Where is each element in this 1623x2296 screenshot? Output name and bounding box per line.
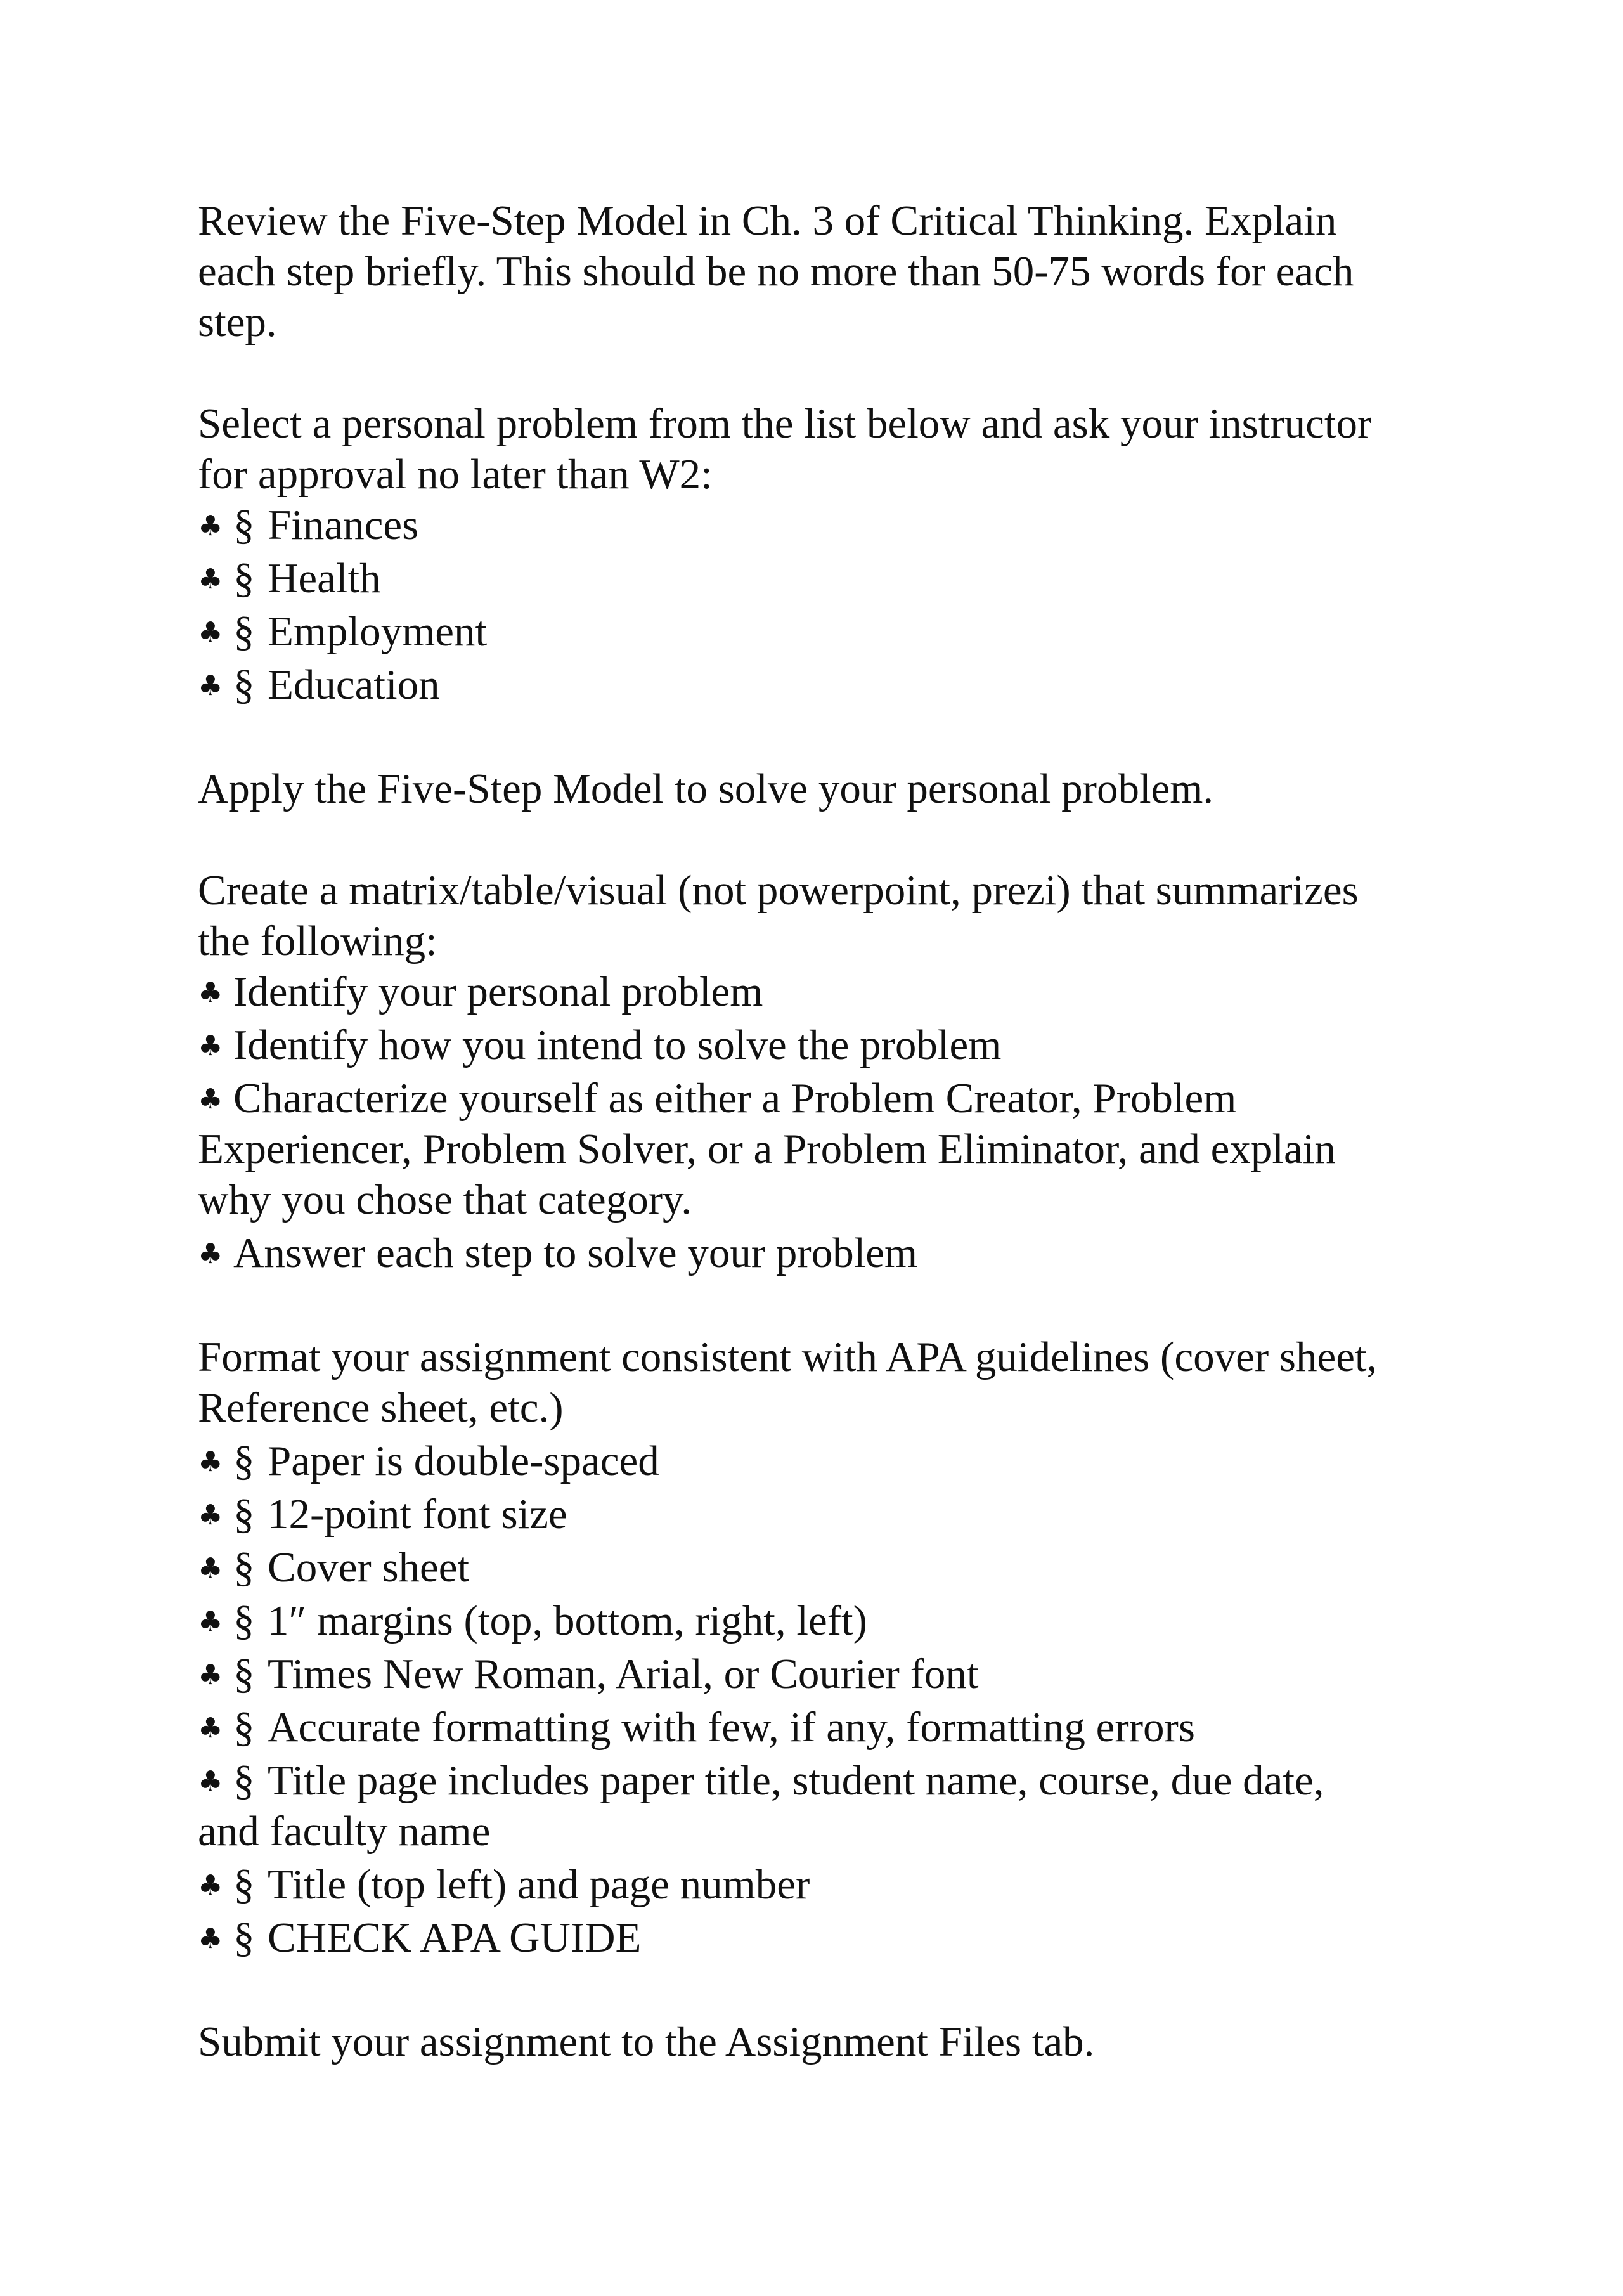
section-sign-icon: § xyxy=(233,1544,255,1591)
club-bullet-icon: ♣ xyxy=(198,510,223,542)
club-bullet-icon: ♣ xyxy=(198,1923,223,1955)
select-problem-paragraph xyxy=(198,398,1466,500)
list-item xyxy=(198,1649,1466,1702)
club-bullet-icon: ♣ xyxy=(198,1552,223,1585)
section-sign-icon: § xyxy=(233,608,255,655)
list-item-label: Title (top left) and page number xyxy=(268,1861,810,1908)
list-item-label: Answer each step to solve your problem xyxy=(233,1229,918,1276)
list-item xyxy=(198,1755,1466,1806)
section-sign-icon: § xyxy=(233,1491,255,1538)
format-paragraph xyxy=(198,1332,1466,1436)
list-item-label: Title page includes paper title, student name, course, due date, xyxy=(268,1757,1324,1804)
list-item xyxy=(198,1073,1466,1124)
list-item xyxy=(198,1859,1466,1912)
list-item-label: Characterize yourself as either a Problem Creator, Problem xyxy=(233,1075,1237,1122)
club-bullet-icon: ♣ xyxy=(198,563,223,595)
list-item xyxy=(198,1020,1466,1073)
list-item xyxy=(198,1489,1466,1542)
section-sign-icon: § xyxy=(233,1651,255,1697)
list-item-label: 1″ margins (top, bottom, right, left) xyxy=(268,1597,867,1644)
text-line: Apply the Five-Step Model to solve your personal problem. xyxy=(198,765,1214,812)
list-item xyxy=(198,1542,1466,1595)
list-item-label: CHECK APA GUIDE xyxy=(268,1914,642,1961)
club-bullet-icon: ♣ xyxy=(198,976,223,1009)
summary-list xyxy=(198,966,1466,1281)
section-sign-icon: § xyxy=(233,1861,255,1908)
text-line: step. xyxy=(198,299,277,346)
document-body xyxy=(198,195,1466,2067)
list-item-label: Health xyxy=(268,555,381,602)
list-item-continuation: and faculty name xyxy=(198,1808,491,1855)
club-bullet-icon: ♣ xyxy=(198,1499,223,1531)
list-item-label: Employment xyxy=(268,608,488,655)
club-bullet-icon: ♣ xyxy=(198,670,223,702)
submit-paragraph xyxy=(198,2016,1466,2067)
intro-paragraph xyxy=(198,195,1466,347)
list-item xyxy=(198,606,1466,659)
text-line: for approval no later than W2: xyxy=(198,451,713,498)
list-item-label: Identify your personal problem xyxy=(233,968,763,1015)
club-bullet-icon: ♣ xyxy=(198,1869,223,1902)
club-bullet-icon: ♣ xyxy=(198,1712,223,1744)
list-item xyxy=(198,1595,1466,1649)
section-sign-icon: § xyxy=(233,1597,255,1644)
section-sign-icon: § xyxy=(233,1914,255,1961)
list-item-continuation: why you chose that category. xyxy=(198,1176,692,1223)
list-item-label: Accurate formatting with few, if any, formatting errors xyxy=(268,1704,1195,1751)
text-line: Format your assignment consistent with APA guidelines (cover sheet, xyxy=(198,1333,1378,1380)
section-sign-icon: § xyxy=(233,661,255,708)
club-bullet-icon: ♣ xyxy=(198,616,223,649)
section-sign-icon: § xyxy=(233,1704,255,1751)
list-item-label: Identify how you intend to solve the problem xyxy=(233,1022,1002,1068)
list-item xyxy=(198,1912,1466,1966)
list-item xyxy=(198,500,1466,553)
text-line: Select a personal problem from the list below and ask your instructor xyxy=(198,400,1372,447)
problem-list xyxy=(198,500,1466,713)
format-list xyxy=(198,1436,1466,1966)
list-item-label: Times New Roman, Arial, or Courier font xyxy=(268,1651,979,1697)
club-bullet-icon: ♣ xyxy=(198,1083,223,1115)
club-bullet-icon: ♣ xyxy=(198,1030,223,1062)
create-matrix-paragraph xyxy=(198,865,1466,966)
list-item-label: 12-point font size xyxy=(268,1491,567,1538)
club-bullet-icon: ♣ xyxy=(198,1605,223,1638)
text-line: Submit your assignment to the Assignment Files tab. xyxy=(198,2018,1095,2065)
section-sign-icon: § xyxy=(233,1757,255,1804)
list-item-label: Finances xyxy=(268,502,419,548)
list-item xyxy=(198,659,1466,713)
list-item xyxy=(198,553,1466,606)
club-bullet-icon: ♣ xyxy=(198,1765,223,1798)
list-item xyxy=(198,1702,1466,1755)
list-item xyxy=(198,966,1466,1020)
text-line: Review the Five-Step Model in Ch. 3 of Critical Thinking. Explain xyxy=(198,197,1337,244)
section-sign-icon: § xyxy=(233,1437,255,1484)
section-sign-icon: § xyxy=(233,502,255,548)
list-item-label: Paper is double-spaced xyxy=(268,1437,659,1484)
club-bullet-icon: ♣ xyxy=(198,1659,223,1691)
list-item-continuation: Experiencer, Problem Solver, or a Problem Eliminator, and explain xyxy=(198,1125,1336,1172)
club-bullet-icon: ♣ xyxy=(198,1238,223,1270)
text-line: Reference sheet, etc.) xyxy=(198,1384,564,1431)
text-line: the following: xyxy=(198,918,437,964)
section-sign-icon: § xyxy=(233,555,255,602)
list-item-label: Education xyxy=(268,661,440,708)
text-line: Create a matrix/table/visual (not powerpoint, prezi) that summarizes xyxy=(198,867,1359,914)
text-line: each step briefly. This should be no more than 50-75 words for each xyxy=(198,248,1354,295)
list-item xyxy=(198,1228,1466,1281)
list-item-label: Cover sheet xyxy=(268,1544,470,1591)
list-item xyxy=(198,1436,1466,1489)
club-bullet-icon: ♣ xyxy=(198,1446,223,1478)
apply-model-paragraph xyxy=(198,763,1466,814)
